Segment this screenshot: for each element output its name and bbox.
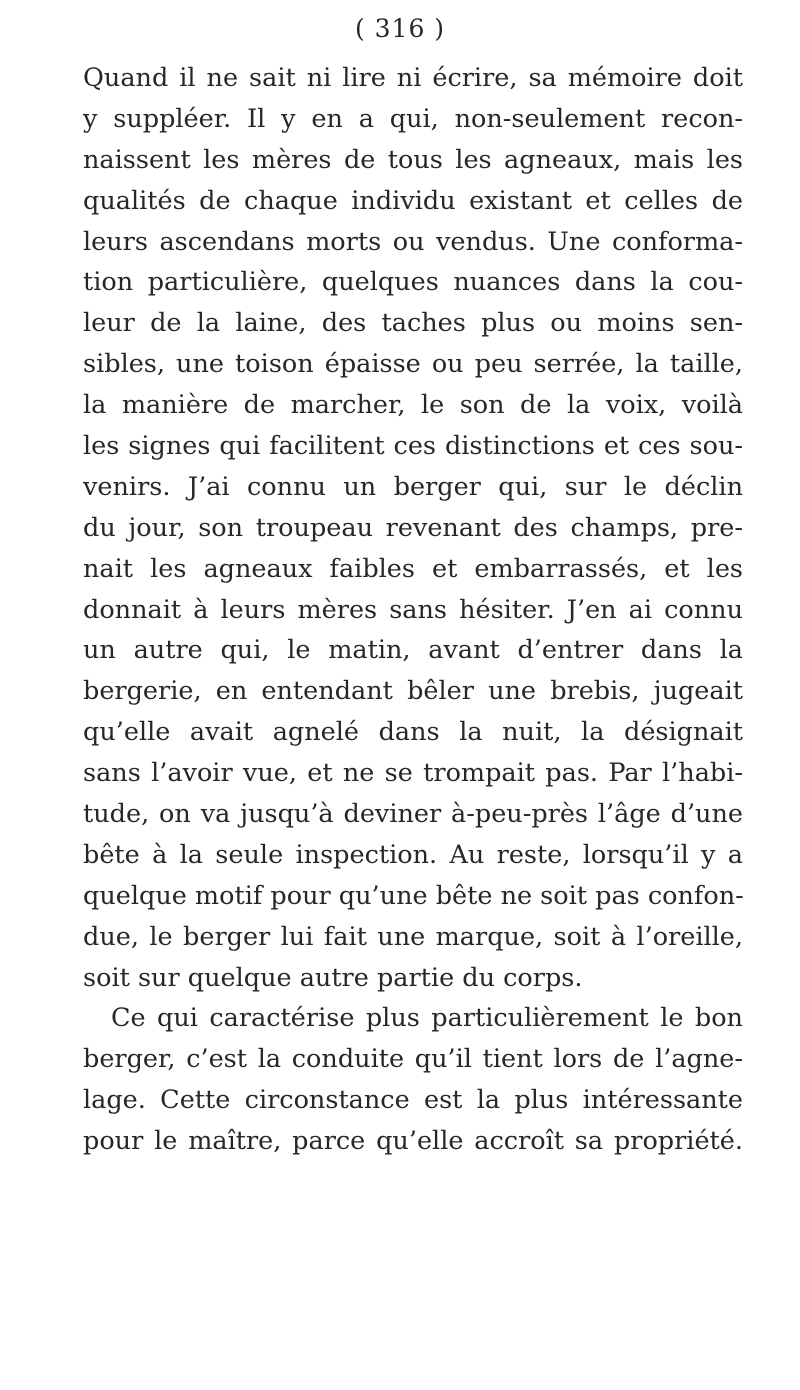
text-line: quelque motif pour qu’une bête ne soit pas confon-: [83, 880, 744, 911]
text-line: soit sur quelque autre partie du corps.: [83, 962, 583, 993]
text-line: sans l’avoir vue, et ne se trompait pas. Par l’habi-: [83, 758, 743, 789]
text-line: nait les agneaux faibles et embarrassés, et les: [83, 553, 743, 584]
text-line: lage. Cette circonstance est la plus intéressante: [83, 1085, 743, 1116]
text-line: y suppléer. Il y en a qui, non-seulement recon-: [83, 103, 743, 134]
text-line: les signes qui facilitent ces distinctions et ces sou-: [83, 431, 743, 462]
text-line: venirs. J’ai connu un berger qui, sur le déclin: [83, 471, 743, 502]
text-line: tion particulière, quelques nuances dans la cou-: [83, 267, 743, 298]
text-line: leur de la laine, des taches plus ou moins sen-: [83, 308, 743, 339]
text-line: qu’elle avait agnelé dans la nuit, la désignait: [83, 717, 743, 748]
text-line: donnait à leurs mères sans hésiter. J’en ai connu: [83, 594, 743, 625]
text-line: Quand il ne sait ni lire ni écrire, sa mémoire doit: [83, 63, 743, 93]
text-line: berger, c’est la conduite qu’il tient lors de l’agne-: [83, 1044, 743, 1075]
text-line: Ce qui caractérise plus particulièrement le bon: [111, 1003, 743, 1034]
text-line: naissent les mères de tous les agneaux, mais les: [83, 144, 743, 175]
text-line: bête à la seule inspection. Au reste, lorsqu’il y a: [83, 839, 743, 870]
text-line: leurs ascendans morts ou vendus. Une conforma-: [83, 226, 743, 257]
text-line: bergerie, en entendant bêler une brebis, jugeait: [83, 676, 743, 707]
text-line: due, le berger lui fait une marque, soit à l’oreille,: [83, 921, 743, 952]
text-line: la manière de marcher, le son de la voix, voilà: [83, 390, 743, 421]
text-line: qualités de chaque individu existant et celles de: [83, 185, 743, 216]
text-line: pour le maître, parce qu’elle accroît sa propriété.: [83, 1126, 743, 1157]
text-line: sibles, une toison épaisse ou peu serrée, la taille,: [83, 349, 743, 380]
body-text: [83, 58, 743, 1162]
page-number: ( 316 ): [354, 14, 446, 43]
text-line: tude, on va jusqu’à deviner à-peu-près l’âge d’une: [83, 799, 743, 830]
text-line: du jour, son troupeau revenant des champs, pre-: [83, 512, 743, 543]
text-line: un autre qui, le matin, avant d’entrer dans la: [83, 635, 743, 666]
